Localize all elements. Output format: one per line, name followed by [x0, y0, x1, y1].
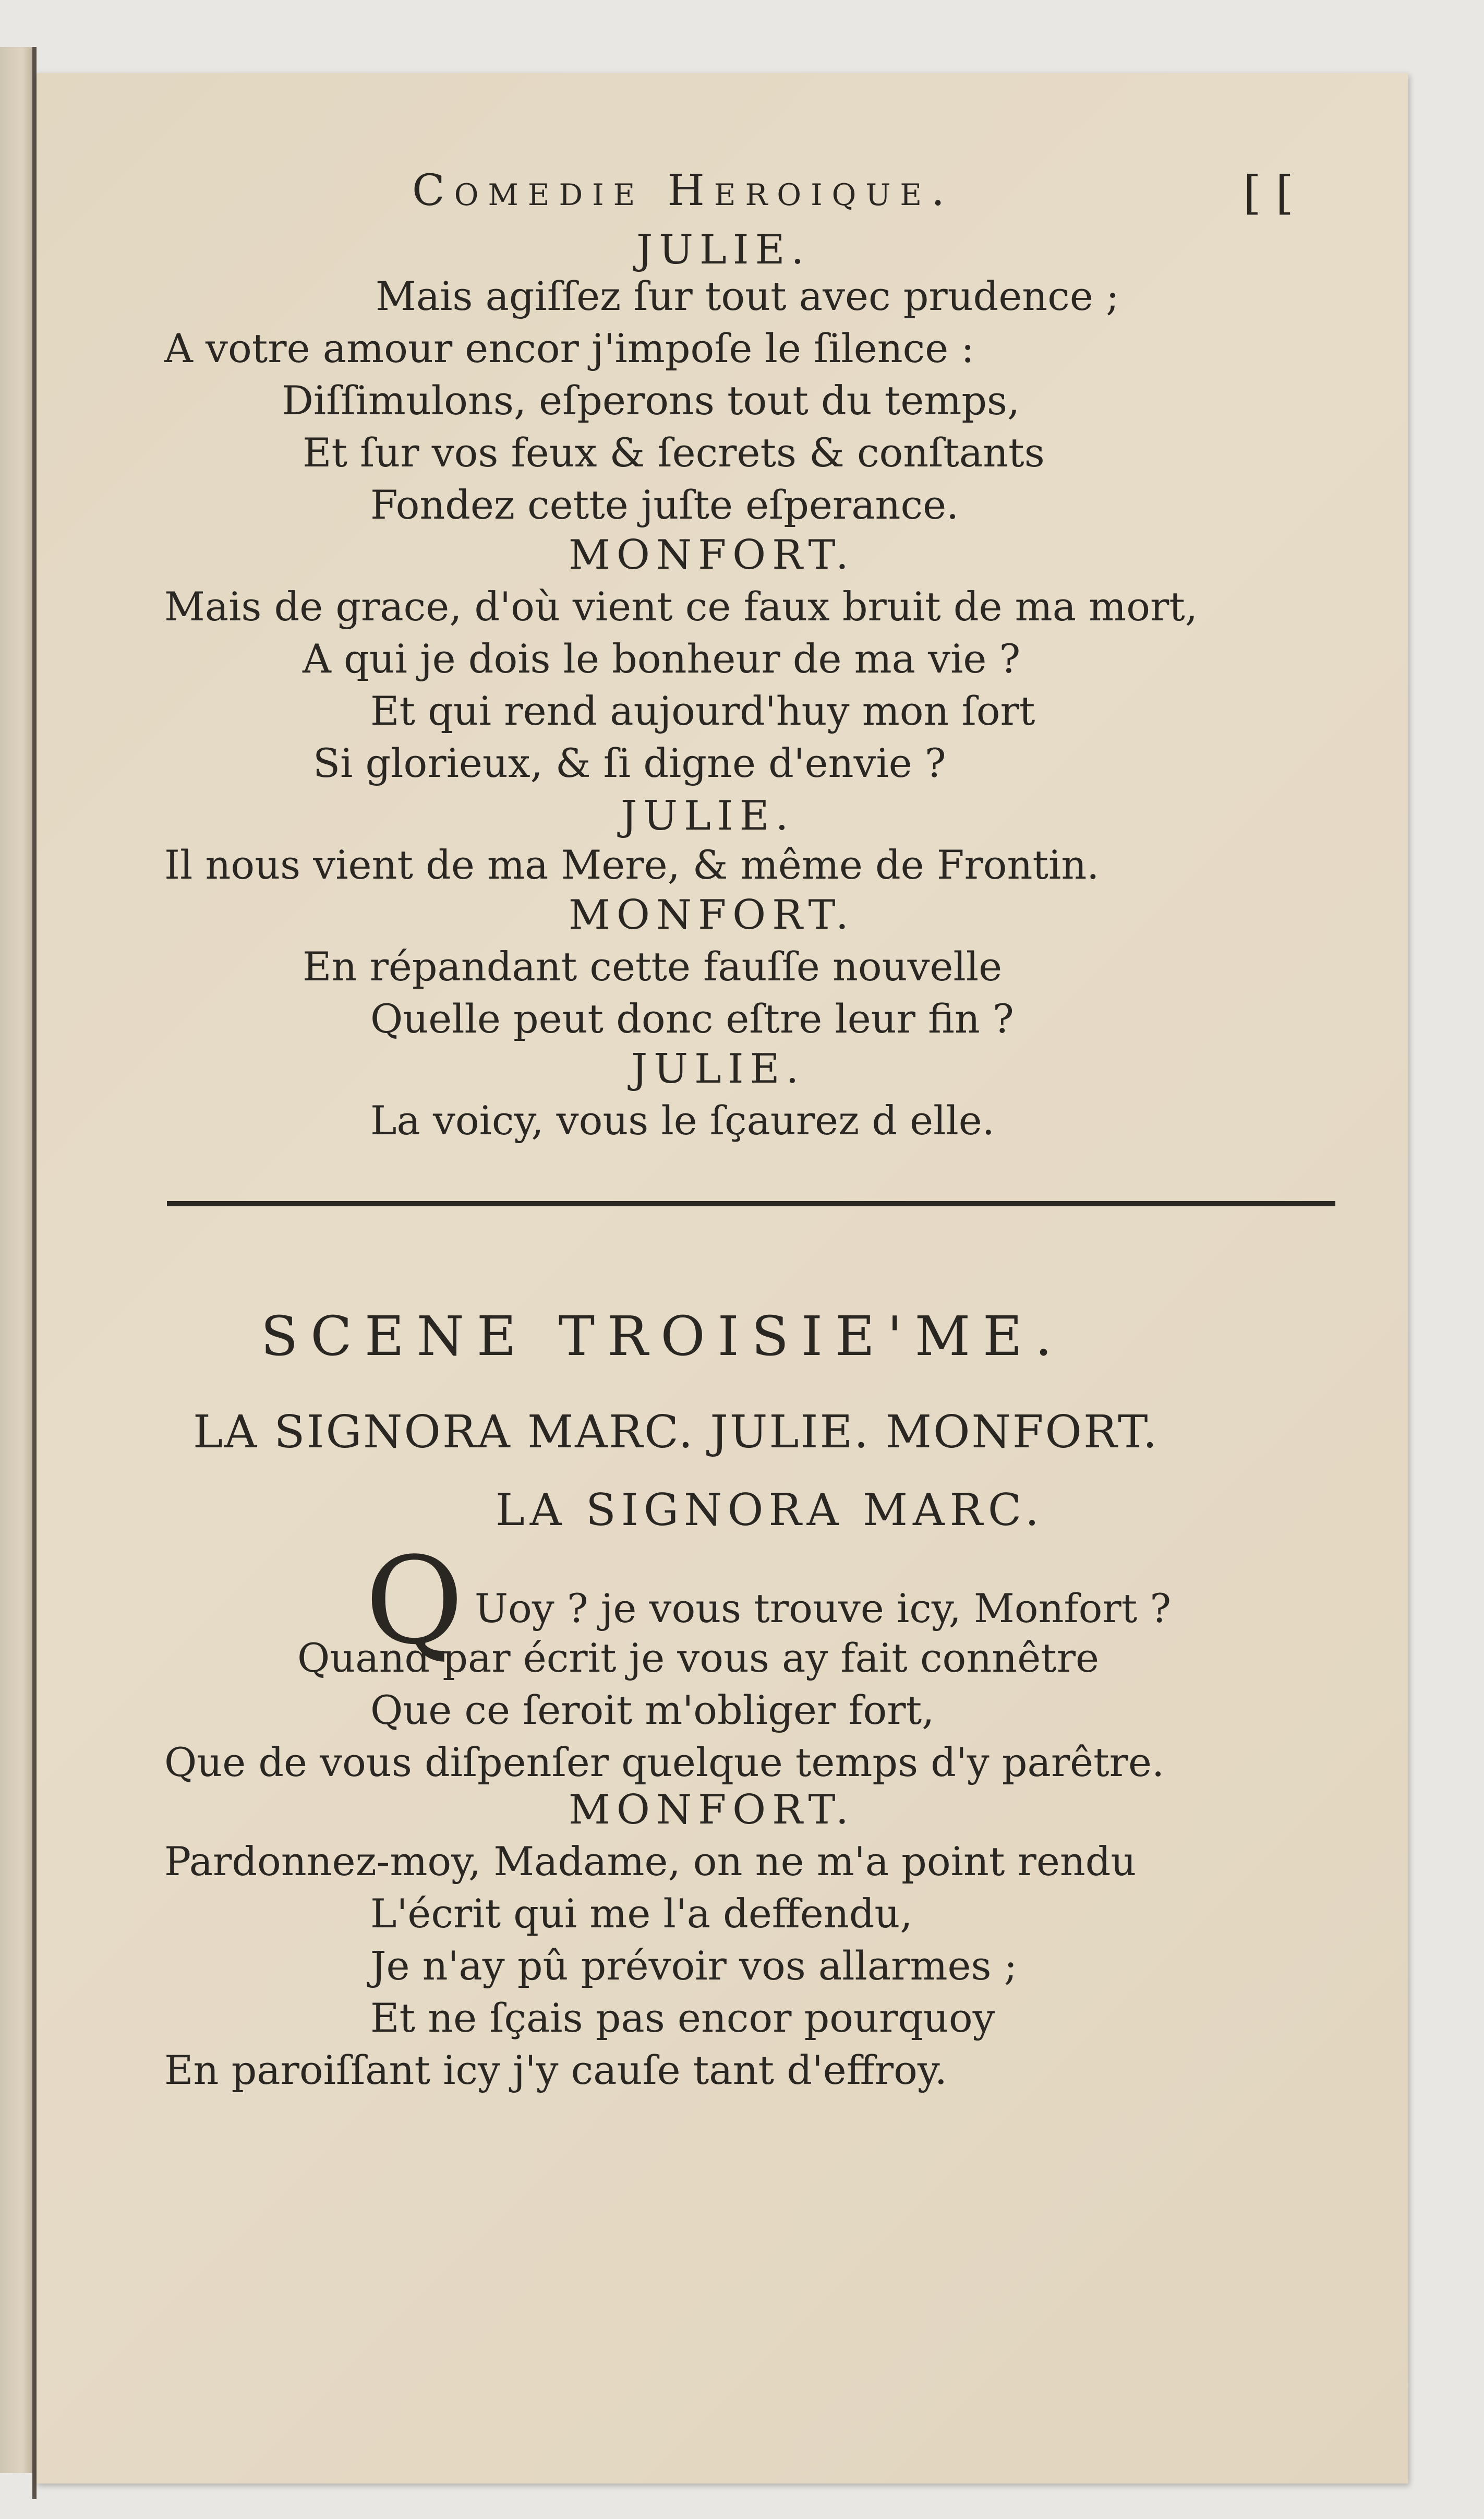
lower-verse-line: Que de vous diſpenſer quelque temps d'y parêtre.	[164, 1739, 1165, 1785]
upper-verse-line: Quelle peut donc eſtre leur fin ?	[370, 995, 1014, 1042]
upper-verse-line: A votre amour encor j'impoſe le ſilence :	[164, 325, 974, 371]
scene-title: SCENE TROISIE'ME.	[261, 1304, 1065, 1368]
upper-verse-line: En répandant cette fauſſe nouvelle	[303, 943, 1003, 990]
scene-first-speaker: LA SIGNORA MARC.	[496, 1484, 1044, 1536]
lower-verse-line: Quand par écrit je vous ay fait connêtre	[297, 1635, 1100, 1681]
drop-capital: Q	[365, 1532, 464, 1671]
lower-speaker-name: MONFORT.	[569, 1786, 855, 1833]
lower-verse-line: Que ce ſeroit m'obliger fort,	[370, 1687, 935, 1733]
running-head-title: Comedie Heroique.	[412, 166, 955, 215]
upper-verse-line: Mais agiſſez ſur tout avec prudence ;	[376, 273, 1119, 319]
upper-verse-line: A qui je dois le bonheur de ma vie ?	[303, 635, 1021, 682]
upper-verse-line: Diſſimulons, eſperons tout du temps,	[282, 377, 1020, 424]
lower-verse-line: Je n'ay pû prévoir vos allarmes ;	[370, 1942, 1018, 1989]
lower-verse-line: Et ne ſçais pas encor pourquoy	[370, 1995, 995, 2041]
upper-speaker-name: JULIE.	[631, 1046, 805, 1093]
upper-speaker-name: JULIE.	[621, 793, 795, 839]
upper-verse-line: Et ſur vos feux & ſecrets & conſtants	[303, 429, 1045, 476]
upper-verse-line: Mais de grace, d'où vient ce faux bruit de ma mort,	[164, 583, 1198, 630]
upper-speaker-name: MONFORT.	[569, 532, 855, 579]
upper-verse-line: La voicy, vous le ſçaurez d elle.	[370, 1097, 995, 1144]
scene-cast-list: LA SIGNORA MARC. JULIE. MONFORT.	[193, 1406, 1159, 1458]
upper-verse-line: Il nous vient de ma Mere, & même de Frontin.	[164, 842, 1100, 888]
lower-verse-line: Uoy ? je vous trouve icy, Monfort ?	[475, 1585, 1172, 1632]
upper-verse-line: Si glorieux, & ſi digne d'envie ?	[313, 740, 946, 786]
lower-verse-line: En paroiſſant icy j'y cauſe tant d'effroy.	[164, 2047, 947, 2093]
lower-verse-line: Pardonnez-moy, Madame, on ne m'a point rendu	[164, 1838, 1137, 1885]
running-head	[37, 166, 1408, 229]
upper-verse-line: Fondez cette juſte eſperance.	[370, 482, 959, 528]
scene-divider-rule	[167, 1201, 1335, 1206]
book-spine-gutter	[32, 47, 37, 2499]
page-number: [ [	[1243, 166, 1294, 220]
upper-speaker-name: MONFORT.	[569, 892, 855, 939]
upper-speaker-name: JULIE.	[636, 226, 811, 273]
upper-verse-line: Et qui rend aujourd'huy mon ſort	[370, 688, 1035, 734]
left-page-edge	[0, 47, 37, 2473]
lower-verse-line: L'écrit qui me l'a deffendu,	[370, 1890, 913, 1937]
book-page	[37, 73, 1408, 2484]
